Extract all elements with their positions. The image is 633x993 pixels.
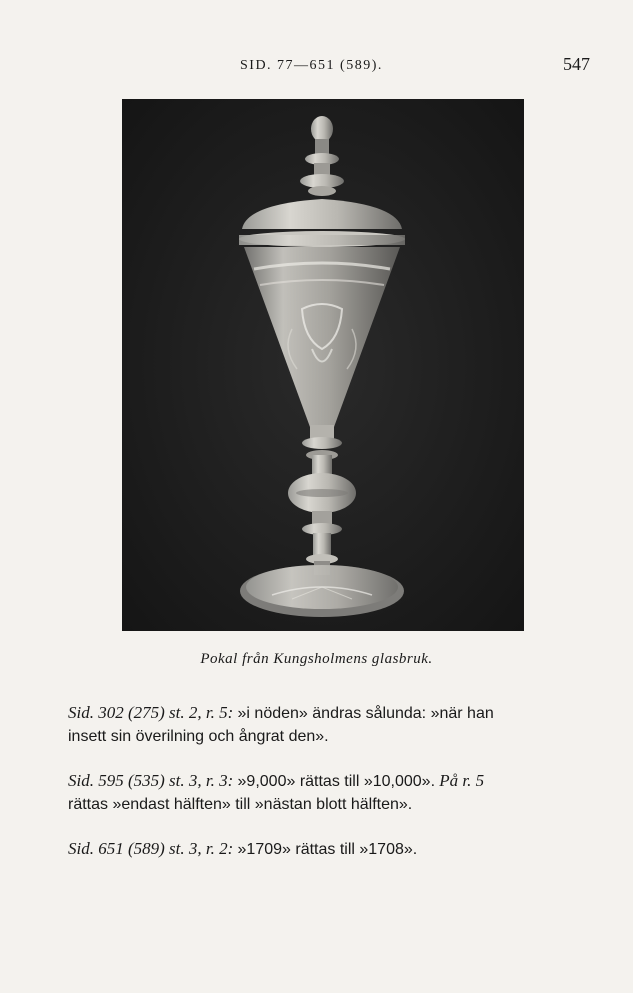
goblet-foot	[240, 565, 404, 617]
errata-text: »i nöden» ändras sålunda: »när han	[237, 705, 494, 722]
errata-text: »9,000» rättas till »10,000».	[237, 773, 436, 790]
errata-reference: Sid. 595 (535) st. 3, r. 3:	[68, 771, 234, 790]
errata-text: insett sin överilning och ångrat den».	[68, 728, 329, 745]
running-head	[0, 54, 633, 82]
errata-entry	[68, 837, 603, 861]
errata-text: rättas »endast hälften» till »nästan blott hälften».	[68, 796, 413, 813]
figure-caption: Pokal från Kungsholmens glasbruk.	[200, 651, 433, 667]
errata-inline-reference: På r. 5	[439, 771, 485, 790]
errata-text: »1709» rättas till »1708».	[237, 841, 418, 858]
goblet-photograph	[122, 99, 524, 631]
page-reference: SID. 77—651 (589).	[240, 58, 383, 73]
errata-entry	[68, 701, 601, 748]
errata-reference: Sid. 651 (589) st. 3, r. 2:	[68, 839, 234, 858]
errata-list	[68, 701, 603, 882]
errata-reference: Sid. 302 (275) st. 2, r. 5:	[68, 703, 234, 722]
page-number: 547	[563, 54, 590, 74]
errata-entry	[68, 769, 601, 816]
